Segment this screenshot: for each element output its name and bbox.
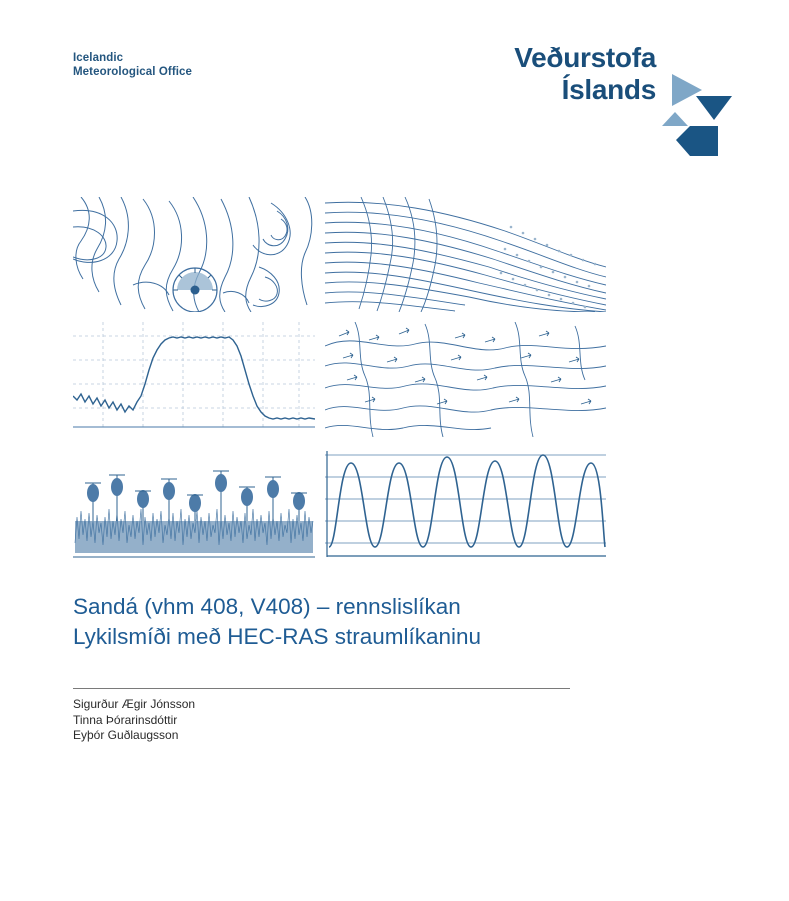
document-title [73, 592, 633, 652]
author-name: Sigurður Ægir Jónsson [73, 697, 196, 711]
brand-block [504, 42, 734, 157]
organization-name-line1: Icelandic [73, 52, 124, 64]
document-title-line1: Sandá (vhm 408, V408) – rennslislíkan [73, 594, 461, 619]
imo-triangles-logo-icon [662, 70, 734, 160]
brand-wordmark [514, 42, 656, 106]
stacked-boxplot-series-icon [73, 447, 315, 565]
brand-wordmark-line2: Íslands [561, 74, 656, 105]
organization-name [73, 52, 192, 79]
author-name: Tinna Þórarinsdóttir [73, 712, 178, 727]
hydrograph-timeseries-icon [73, 322, 315, 437]
periodic-wave-plot-icon [325, 447, 606, 565]
author-list [73, 697, 573, 744]
page-header [0, 0, 789, 170]
isoline-terrain-map-icon [325, 197, 606, 312]
brand-wordmark-line1: Veðurstofa [514, 42, 656, 73]
document-title-line2: Lykilsmíði með HEC-RAS straumlíkaninu [73, 624, 482, 649]
contour-map-with-gauge-icon [73, 197, 315, 312]
title-divider [73, 688, 570, 689]
author-name: Eyþór Guðlaugsson [73, 728, 179, 742]
wind-vector-field-map-icon [325, 322, 606, 437]
cover-figure-grid [73, 197, 606, 565]
organization-name-line2: Meteorological Office [73, 65, 193, 78]
